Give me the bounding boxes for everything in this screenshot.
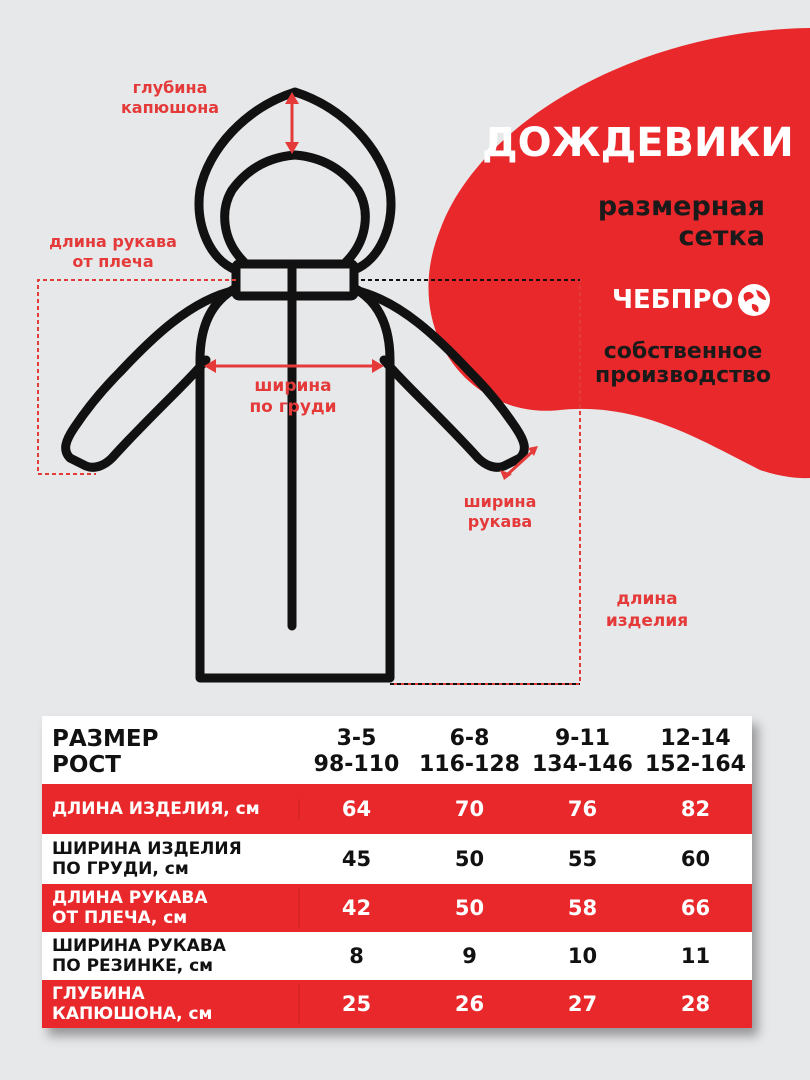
size-column-1 — [300, 726, 413, 778]
table-cell: 27 — [567, 992, 598, 1016]
sleeve-width-label-line1: ширина — [463, 492, 537, 511]
table-header-row — [42, 722, 752, 782]
row-label-line1: ДЛИНА ИЗДЕЛИЯ, см — [52, 799, 260, 819]
hood-depth-label-line1: глубина — [132, 78, 208, 97]
sleeve-width-label — [440, 492, 560, 532]
table-cell: 45 — [341, 847, 372, 871]
product-length-label — [582, 588, 712, 632]
table-cell: 70 — [454, 797, 485, 821]
chest-width-label-line1: ширина — [254, 376, 332, 396]
brand-name: ЧЕБПРО — [612, 285, 734, 315]
table-cell: 55 — [567, 847, 598, 871]
table-row — [42, 884, 752, 932]
table-cell: 8 — [349, 944, 364, 968]
row-label — [42, 799, 300, 819]
header-height-label: РОСТ — [52, 752, 121, 778]
table-row — [42, 834, 752, 884]
height-value: 98-110 — [313, 752, 400, 777]
chest-width-label-line2: по груди — [249, 397, 337, 417]
size-value: 12-14 — [660, 726, 731, 751]
row-label — [42, 888, 300, 928]
row-label-line1: ШИРИНА ИЗДЕЛИЯ — [52, 839, 242, 859]
row-label-line1: ДЛИНА РУКАВА — [52, 888, 208, 908]
brand-logo — [612, 282, 772, 318]
row-label-line2: КАПЮШОНА, см — [52, 1004, 213, 1024]
row-label-line2: ПО РЕЗИНКЕ, см — [52, 956, 214, 976]
page-title: ДОЖДЕВИКИ — [482, 120, 794, 166]
height-value: 134-146 — [532, 752, 633, 777]
table-cell: 10 — [567, 944, 598, 968]
table-cell: 11 — [680, 944, 711, 968]
size-column-2 — [413, 726, 526, 778]
table-cell: 9 — [462, 944, 477, 968]
size-value: 6-8 — [449, 726, 490, 751]
sleeve-length-label — [28, 232, 198, 272]
subtitle-line1: размерная — [597, 191, 765, 222]
row-label — [42, 984, 300, 1024]
table-header-label — [42, 726, 300, 778]
table-cell: 50 — [454, 847, 485, 871]
table-cell: 42 — [341, 896, 372, 920]
table-cell: 76 — [567, 797, 598, 821]
table-row — [42, 784, 752, 834]
sleeve-length-label-line1: длина рукава — [49, 232, 177, 251]
table-cell: 26 — [454, 992, 485, 1016]
table-cell: 64 — [341, 797, 372, 821]
slogan-line2: производство — [595, 363, 771, 388]
product-length-label-line1: длина — [616, 589, 678, 609]
row-label — [42, 839, 300, 879]
row-label — [42, 936, 300, 976]
hood-depth-label — [100, 78, 240, 118]
table-cell: 82 — [680, 797, 711, 821]
red-blob-shape — [428, 28, 810, 478]
row-label-line1: ГЛУБИНА — [52, 984, 145, 1004]
chest-width-label — [220, 376, 366, 418]
sleeve-length-label-line2: от плеча — [72, 252, 154, 271]
table-cell: 58 — [567, 896, 598, 920]
product-length-label-line2: изделия — [605, 611, 689, 631]
size-value: 3-5 — [336, 726, 377, 751]
header-size-label: РАЗМЕР — [52, 726, 159, 752]
slogan — [578, 340, 788, 388]
row-label-line1: ШИРИНА РУКАВА — [52, 936, 226, 956]
height-value: 116-128 — [419, 752, 520, 777]
sleeve-width-label-line2: рукава — [467, 512, 533, 531]
size-column-3 — [526, 726, 639, 778]
table-cell: 60 — [680, 847, 711, 871]
table-cell: 28 — [680, 992, 711, 1016]
size-table — [42, 716, 752, 1028]
table-cell: 25 — [341, 992, 372, 1016]
table-row — [42, 980, 752, 1028]
globe-icon — [736, 282, 772, 318]
row-label-line2: ПО ГРУДИ, см — [52, 859, 189, 879]
slogan-line1: собственное — [603, 339, 763, 364]
size-value: 9-11 — [554, 726, 611, 751]
table-cell: 66 — [680, 896, 711, 920]
height-value: 152-164 — [645, 752, 746, 777]
table-cell: 50 — [454, 896, 485, 920]
subtitle-line2: сетка — [678, 221, 765, 252]
size-column-4 — [639, 726, 752, 778]
table-row — [42, 932, 752, 980]
hood-depth-label-line2: капюшона — [120, 98, 220, 117]
row-label-line2: ОТ ПЛЕЧА, см — [52, 908, 188, 928]
